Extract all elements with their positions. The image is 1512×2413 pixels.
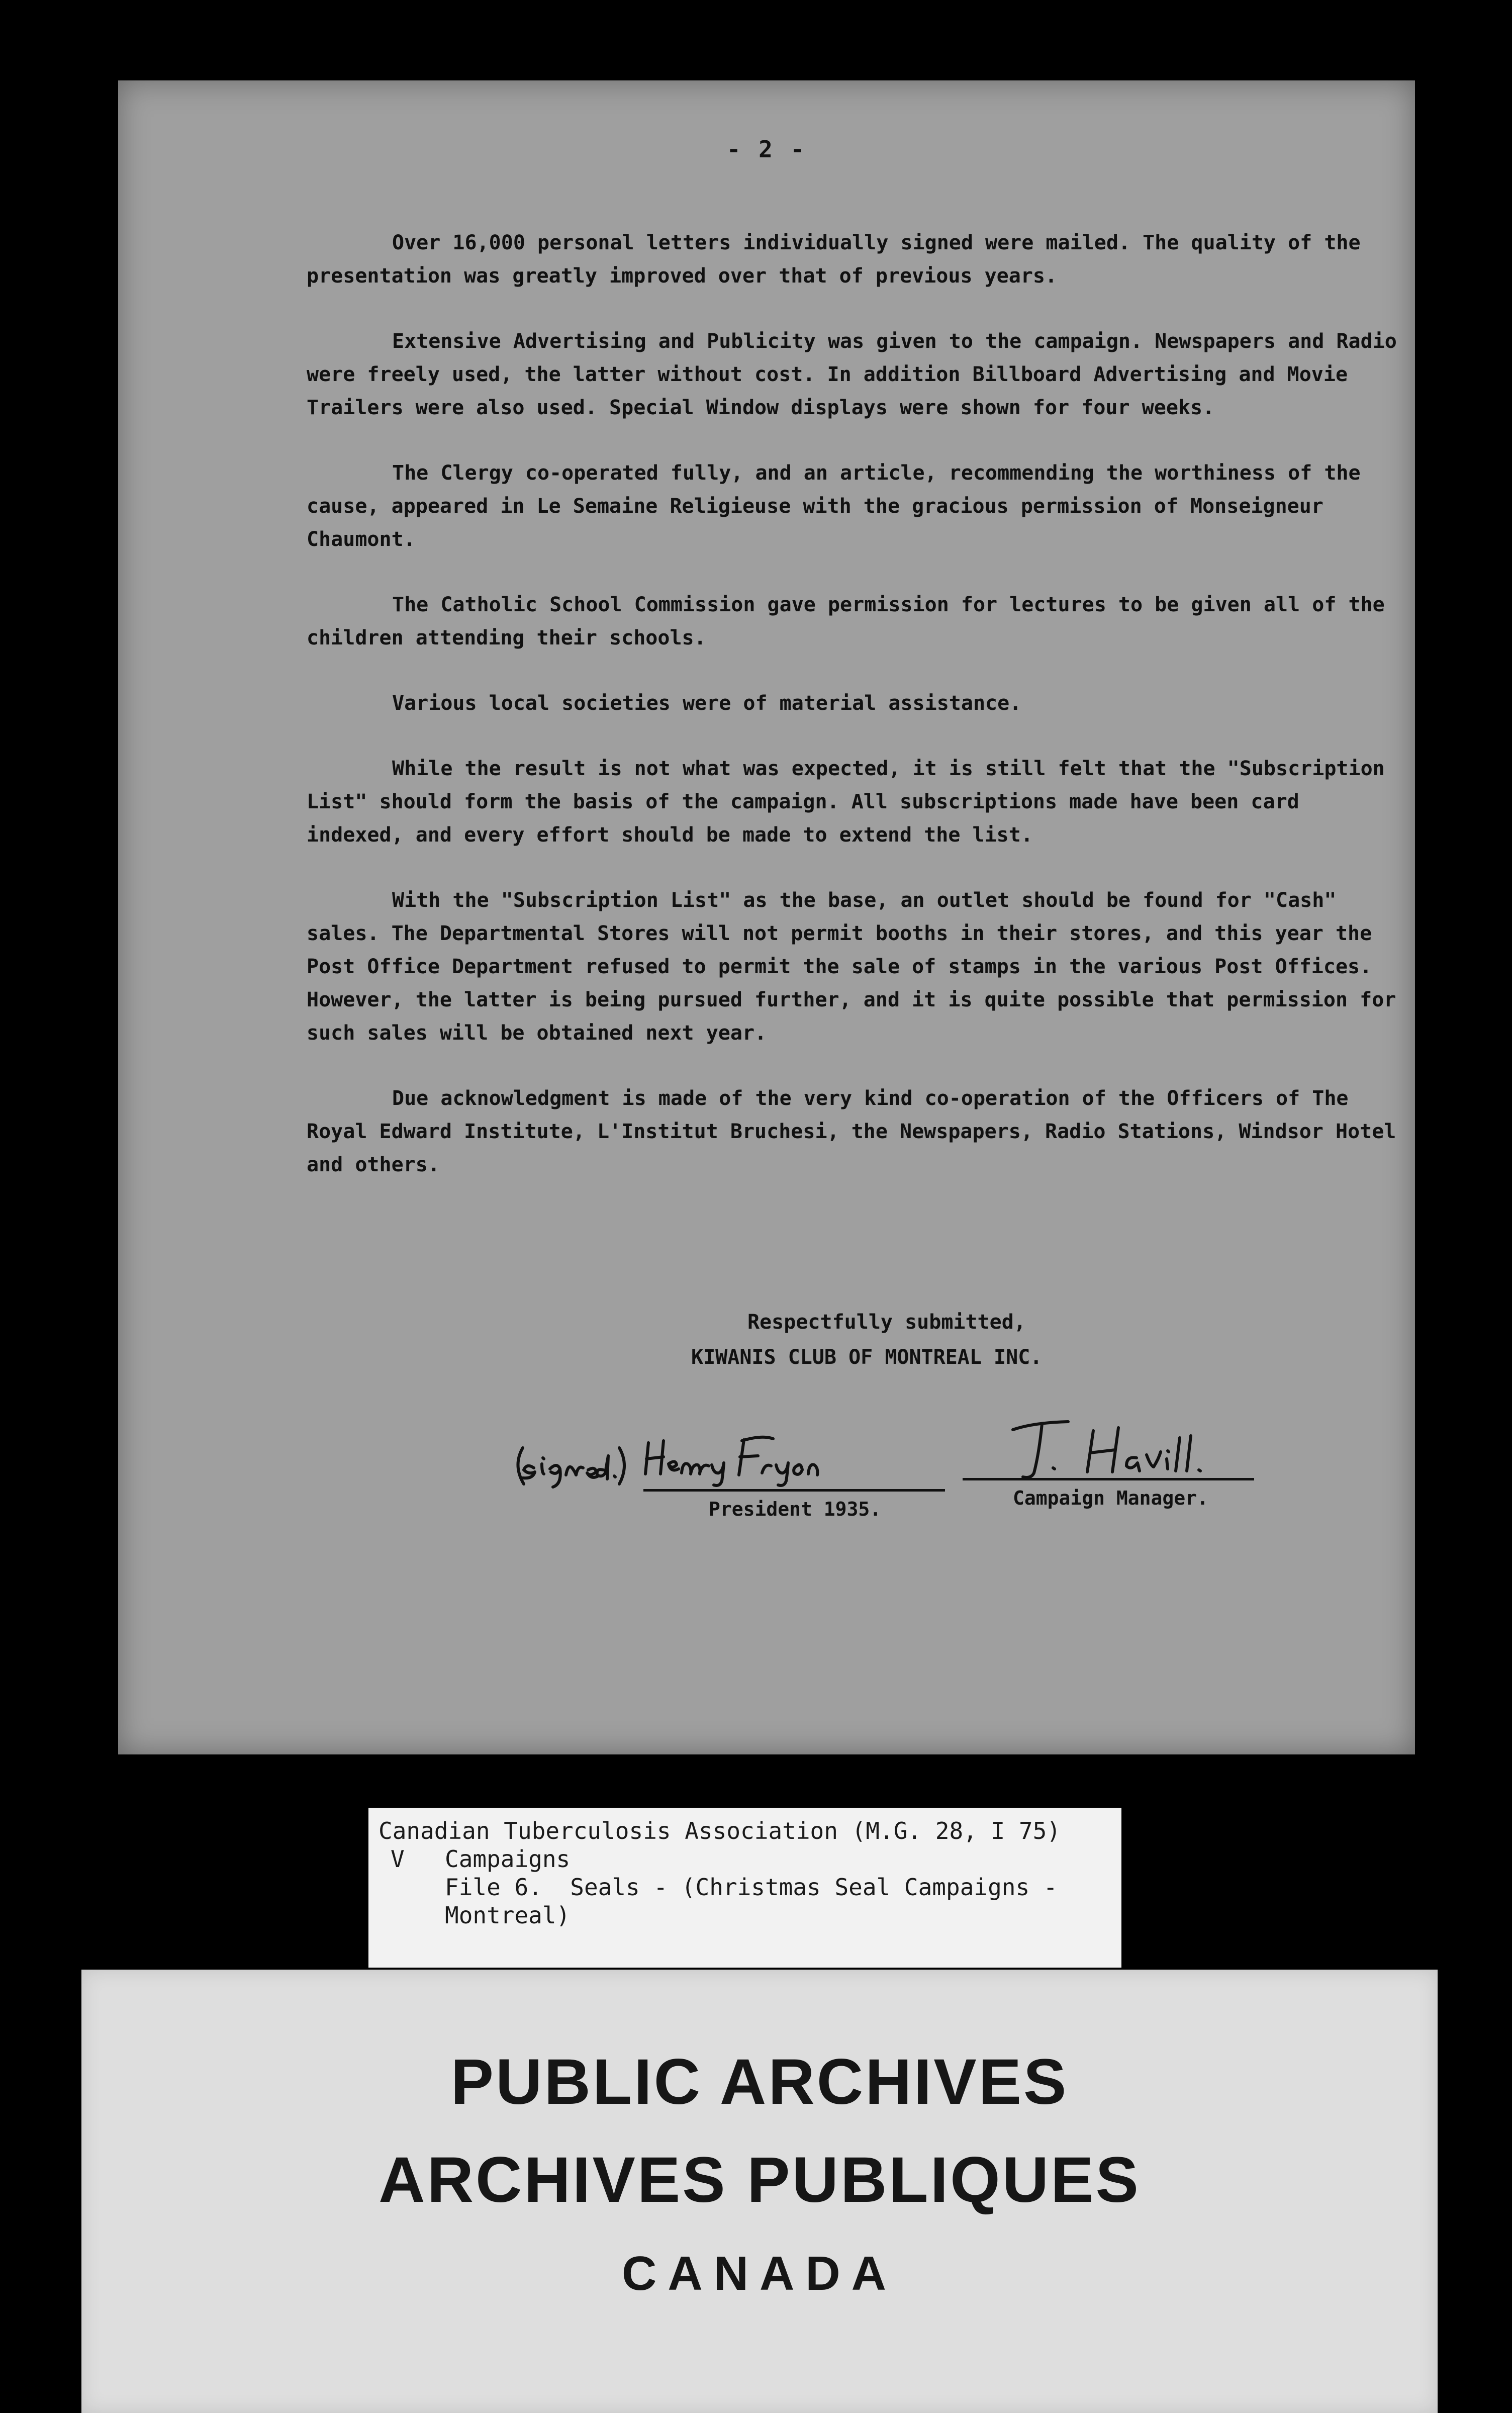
page-number: - 2 - [726,136,807,163]
paragraph-school-commission: The Catholic School Commission gave permission for lectures to be given all of the children attending their schools. [307,593,1385,649]
paragraph-subscription-list: While the result is not what was expected, it is still felt that the "Subscription List" should form the basis of the campaign. All subscriptions made have been card indexed, and every effort should be made to extend the list. [307,757,1385,847]
label-line-file-cont: Montreal) [445,1902,571,1929]
archive-reference-label [368,1808,1121,1968]
signature-line-president [643,1489,945,1492]
document-page [118,80,1415,1754]
public-archives-banner [81,1970,1438,2413]
organization-name: KIWANIS CLUB OF MONTREAL INC. [691,1346,1043,1369]
closing-salutation: Respectfully submitted, [747,1311,1026,1334]
paragraph-cash-sales: With the "Subscription List" as the base, an outlet should be found for "Cash" sales. The Departmental Stores will not permit booths in their stores, and this year the Post Office Department refused to permit the sale of stamps in the various Post Offices. However, the latter is being pursued further, and it is quite possible that permission for such sales will be obtained next year. [307,889,1396,1045]
paragraph-local-societies: Various local societies were of material assistance. [392,692,1022,715]
paragraph-acknowledgment: Due acknowledgment is made of the very kind co-operation of the Officers of The Royal Edward Institute, L'Institut Bruchesi, the Newspapers, Radio Stations, Windsor Hotel and others. [307,1087,1396,1176]
label-series-name: Campaigns [445,1845,571,1873]
label-line-fonds: Canadian Tuberculosis Association (M.G. 28, I 75) [379,1817,1061,1844]
signature-title-president: President 1935. [709,1498,882,1520]
handwritten-signature-president [508,1428,920,1493]
banner-canada: CANADA [622,2247,897,2300]
label-line-file: File 6. Seals - (Christmas Seal Campaigns - [445,1874,1058,1901]
paragraph-advertising: Extensive Advertising and Publicity was given to the campaign. Newspapers and Radio were freely used, the latter without cost. In addition Billboard Advertising and Movie Trailers were also used. Special Window displays were shown for four weeks. [307,330,1397,419]
signature-title-manager: Campaign Manager. [1013,1487,1208,1509]
handwritten-signature-manager [993,1408,1234,1488]
closing-block [691,1307,1042,1372]
letter-body [307,226,1402,1214]
banner-public-archives: PUBLIC ARCHIVES [450,2046,1069,2118]
paragraph-letters: Over 16,000 personal letters individually signed were mailed. The quality of the presentation was greatly improved over that of previous years. [307,231,1361,288]
signature-line-manager [963,1478,1254,1480]
label-series-prefix: V [391,1845,405,1873]
banner-archives-publiques: ARCHIVES PUBLIQUES [379,2144,1141,2216]
paragraph-clergy: The Clergy co-operated fully, and an article, recommending the worthiness of the cause, appeared in Le Semaine Religieuse with the gracious permission of Monseigneur Chaumont. [307,461,1361,551]
label-line-series [379,1845,1111,1873]
